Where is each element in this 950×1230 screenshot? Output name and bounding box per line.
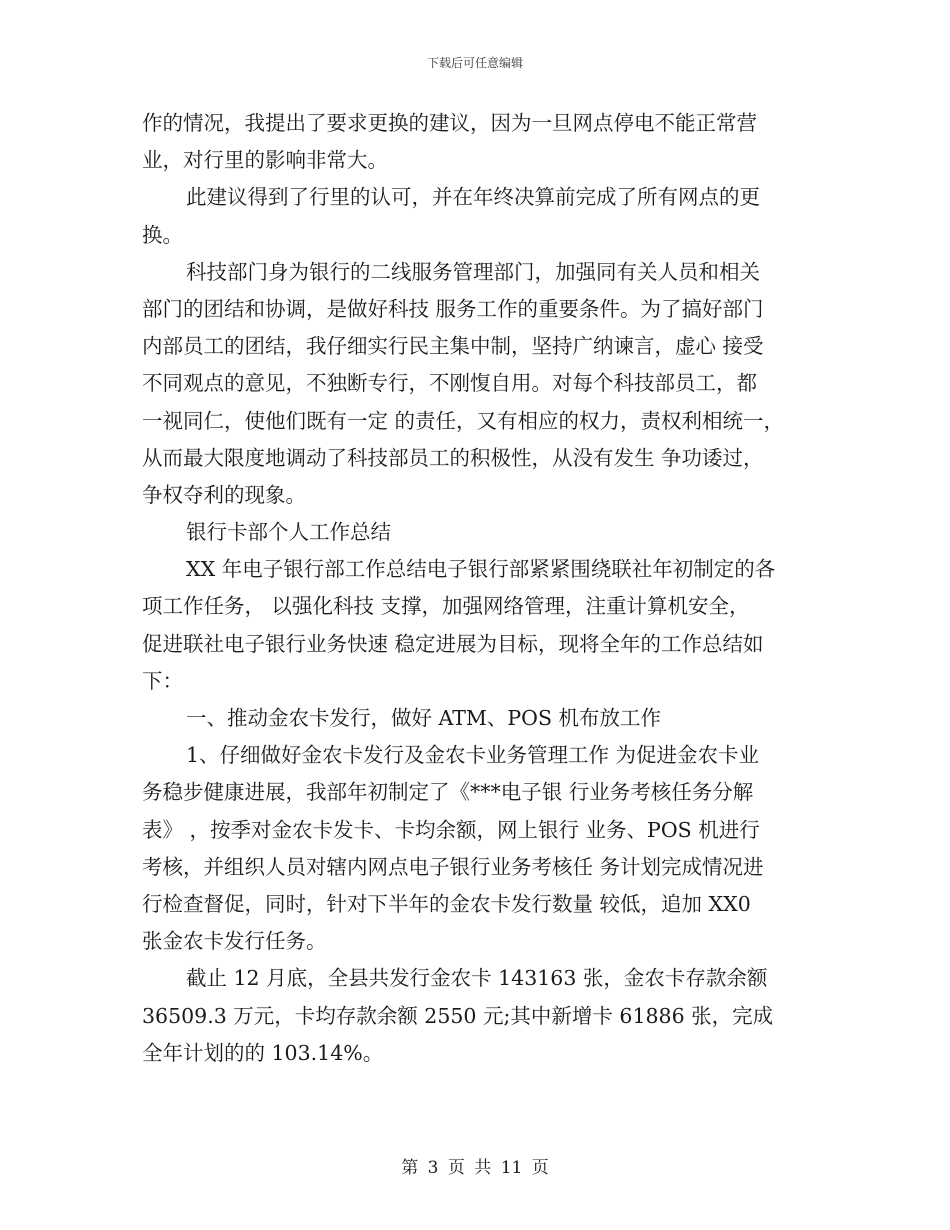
text-line-1: 作的情况，我提出了要求更换的建议，因为一旦网点停电不能正常营 — [142, 111, 757, 135]
text-line-26: 全年计划的的 103.14%。 — [142, 1040, 384, 1065]
text-line-20: 表》 ，按季对金农卡发卡、卡均余额，网上银行 业务、POS 机进行 — [142, 817, 760, 842]
text-line-19: 务稳步健康进展，我部年初制定了《***电子银 行业务考核任务分解 — [142, 780, 754, 805]
document-body — [142, 105, 822, 1072]
text-line-22: 行检查督促，同时，针对下半年的金农卡发行数量 较低，追加 XX0 — [142, 891, 751, 916]
subsection-heading: 一、推动金农卡发行，做好 ATM、POS 机布放工作 — [186, 706, 662, 730]
text-line-7: 内部员工的团结，我仔细实行民主集中制，坚持广纳谏言，虚心 接受 — [142, 334, 764, 359]
text-line-16: 下： — [142, 668, 183, 693]
text-line-8: 不同观点的意见，不独断专行，不刚愎自用。对每个科技部员工，都 — [142, 371, 757, 396]
text-line-18: 1、仔细做好金农卡发行及金农卡业务管理工作 为促进金农卡业 — [186, 743, 760, 768]
text-line-11: 争权夺利的现象。 — [142, 482, 306, 507]
text-line-13: XX 年电子银行部工作总结电子银行部紧紧围绕联社年初制定的各 — [186, 557, 776, 582]
page-header: 下载后可任意编辑 — [426, 56, 523, 70]
text-line-2: 业，对行里的影响非常大。 — [142, 148, 388, 173]
text-line-14: 项工作任务， 以强化科技 支撑，加强网络管理，注重计算机安全， — [142, 594, 750, 619]
text-line-25: 36509.3 万元，卡均存款余额 2550 元;其中新增卡 61886 张，完成 — [142, 1003, 774, 1028]
text-line-15: 促进联社电子银行业务快速 稳定进展为目标，现将全年的工作总结如 — [142, 631, 764, 656]
text-line-9: 一视同仁，使他们既有一定 的责任，又有相应的权力，责权利相统一， — [142, 408, 785, 433]
text-line-3: 此建议得到了行里的认可，并在年终决算前完成了所有网点的更 — [186, 185, 760, 210]
page-number-footer: 第 3 页 共 11 页 — [401, 1158, 549, 1178]
text-line-23: 张金农卡发行任务。 — [142, 929, 327, 954]
section-heading: 银行卡部个人工作总结 — [186, 520, 391, 545]
text-line-4: 换。 — [142, 222, 183, 247]
text-line-21: 考核，并组织人员对辖内网点电子银行业务考核任 务计划完成情况进 — [142, 854, 764, 879]
text-line-6: 部门的团结和协调，是做好科技 服务工作的重要条件。为了搞好部门 — [142, 296, 764, 321]
text-line-24: 截止 12 月底，全县共发行金农卡 143163 张，金农卡存款余额 — [186, 966, 768, 991]
text-line-10: 从而最大限度地调动了科技部员工的积极性，从没有发生 争功诿过， — [142, 445, 764, 470]
text-line-5: 科技部门身为银行的二线服务管理部门，加强同有关人员和相关 — [186, 259, 760, 284]
